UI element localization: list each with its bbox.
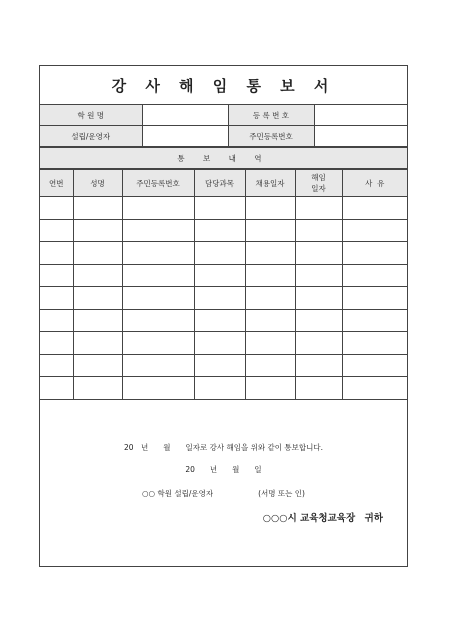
- founder-rrn-field[interactable]: [314, 126, 407, 147]
- table-cell[interactable]: [122, 332, 194, 355]
- table-cell[interactable]: [295, 332, 342, 355]
- table-cell[interactable]: [122, 309, 194, 332]
- table-cell[interactable]: [194, 219, 245, 242]
- table-cell[interactable]: [342, 197, 407, 220]
- table-cell[interactable]: [73, 309, 122, 332]
- table-cell[interactable]: [40, 332, 73, 355]
- table-row: [40, 332, 407, 355]
- table-cell[interactable]: [40, 219, 73, 242]
- signature-line: ○○ 학원 설립/운영자 (서명 또는 인): [142, 488, 305, 498]
- col-header-reason: 사 유: [342, 170, 407, 197]
- table-cell[interactable]: [122, 219, 194, 242]
- table-cell[interactable]: [73, 264, 122, 287]
- table-cell[interactable]: [40, 377, 73, 400]
- table-cell[interactable]: [295, 219, 342, 242]
- col-header-dismissal-date: 해임 일자: [295, 170, 342, 197]
- table-cell[interactable]: [245, 287, 295, 310]
- table-cell[interactable]: [342, 354, 407, 377]
- table-cell[interactable]: [194, 354, 245, 377]
- table-row: [40, 377, 407, 400]
- table-cell[interactable]: [295, 287, 342, 310]
- col-header-name: 성명: [73, 170, 122, 197]
- table-cell[interactable]: [73, 332, 122, 355]
- academy-name-field[interactable]: [142, 105, 228, 126]
- section-title: 통 보 내 역: [40, 148, 407, 169]
- registration-number-label: 등 록 번 호: [228, 105, 314, 126]
- academy-name-label: 학 원 명: [40, 105, 142, 126]
- table-cell[interactable]: [122, 287, 194, 310]
- table-cell[interactable]: [342, 309, 407, 332]
- table-row: [40, 264, 407, 287]
- table-cell[interactable]: [295, 377, 342, 400]
- table-cell[interactable]: [40, 197, 73, 220]
- col-header-subject: 담당과목: [194, 170, 245, 197]
- founder-field[interactable]: [142, 126, 228, 147]
- table-cell[interactable]: [40, 264, 73, 287]
- table-cell[interactable]: [194, 287, 245, 310]
- table-cell[interactable]: [194, 377, 245, 400]
- col-header-rrn: 주민등록번호: [122, 170, 194, 197]
- table-cell[interactable]: [122, 264, 194, 287]
- table-cell[interactable]: [40, 242, 73, 265]
- table-row: [40, 287, 407, 310]
- table-row: [40, 197, 407, 220]
- table-cell[interactable]: [73, 287, 122, 310]
- table-cell[interactable]: [295, 264, 342, 287]
- date-line: 20 년 월 일: [185, 464, 262, 474]
- table-row: [40, 354, 407, 377]
- table-cell[interactable]: [245, 197, 295, 220]
- table-cell[interactable]: [342, 219, 407, 242]
- table-cell[interactable]: [342, 264, 407, 287]
- table-cell[interactable]: [73, 197, 122, 220]
- form-title: 강 사 해 임 통 보 서: [40, 66, 407, 105]
- table-cell[interactable]: [342, 242, 407, 265]
- table-cell[interactable]: [194, 242, 245, 265]
- table-cell[interactable]: [40, 287, 73, 310]
- table-row: [40, 242, 407, 265]
- info-table: [40, 105, 407, 147]
- table-cell[interactable]: [245, 264, 295, 287]
- table-cell[interactable]: [295, 354, 342, 377]
- table-cell[interactable]: [295, 309, 342, 332]
- notice-table: [40, 169, 407, 400]
- addressee-line: ○○○시 교육청교육장 귀하: [262, 512, 383, 524]
- table-cell[interactable]: [122, 377, 194, 400]
- table-cell[interactable]: [122, 197, 194, 220]
- registration-number-field[interactable]: [314, 105, 407, 126]
- form-document: [39, 65, 408, 567]
- table-cell[interactable]: [194, 264, 245, 287]
- table-cell[interactable]: [295, 197, 342, 220]
- table-cell[interactable]: [122, 354, 194, 377]
- table-cell[interactable]: [295, 242, 342, 265]
- table-cell[interactable]: [73, 219, 122, 242]
- table-cell[interactable]: [342, 287, 407, 310]
- table-cell[interactable]: [342, 377, 407, 400]
- table-cell[interactable]: [245, 377, 295, 400]
- founder-label: 설립/운영자: [40, 126, 142, 147]
- col-header-number: 연번: [40, 170, 73, 197]
- table-header-row: [40, 170, 407, 197]
- table-cell[interactable]: [245, 242, 295, 265]
- table-cell[interactable]: [73, 242, 122, 265]
- table-cell[interactable]: [342, 332, 407, 355]
- section-header: [40, 147, 407, 169]
- table-cell[interactable]: [122, 242, 194, 265]
- table-row: [40, 309, 407, 332]
- notice-statement: 20 년 월 일자로 강사 해임을 위와 같이 통보합니다.: [123, 442, 323, 452]
- table-cell[interactable]: [40, 354, 73, 377]
- table-cell[interactable]: [245, 354, 295, 377]
- table-cell[interactable]: [194, 332, 245, 355]
- table-cell[interactable]: [245, 309, 295, 332]
- table-cell[interactable]: [245, 219, 295, 242]
- table-cell[interactable]: [194, 309, 245, 332]
- footer-area: [40, 400, 407, 576]
- table-cell[interactable]: [245, 332, 295, 355]
- table-row: [40, 219, 407, 242]
- table-cell[interactable]: [194, 197, 245, 220]
- founder-rrn-label: 주민등록번호: [228, 126, 314, 147]
- col-header-hire-date: 채용일자: [245, 170, 295, 197]
- table-cell[interactable]: [40, 309, 73, 332]
- table-cell[interactable]: [73, 354, 122, 377]
- table-cell[interactable]: [73, 377, 122, 400]
